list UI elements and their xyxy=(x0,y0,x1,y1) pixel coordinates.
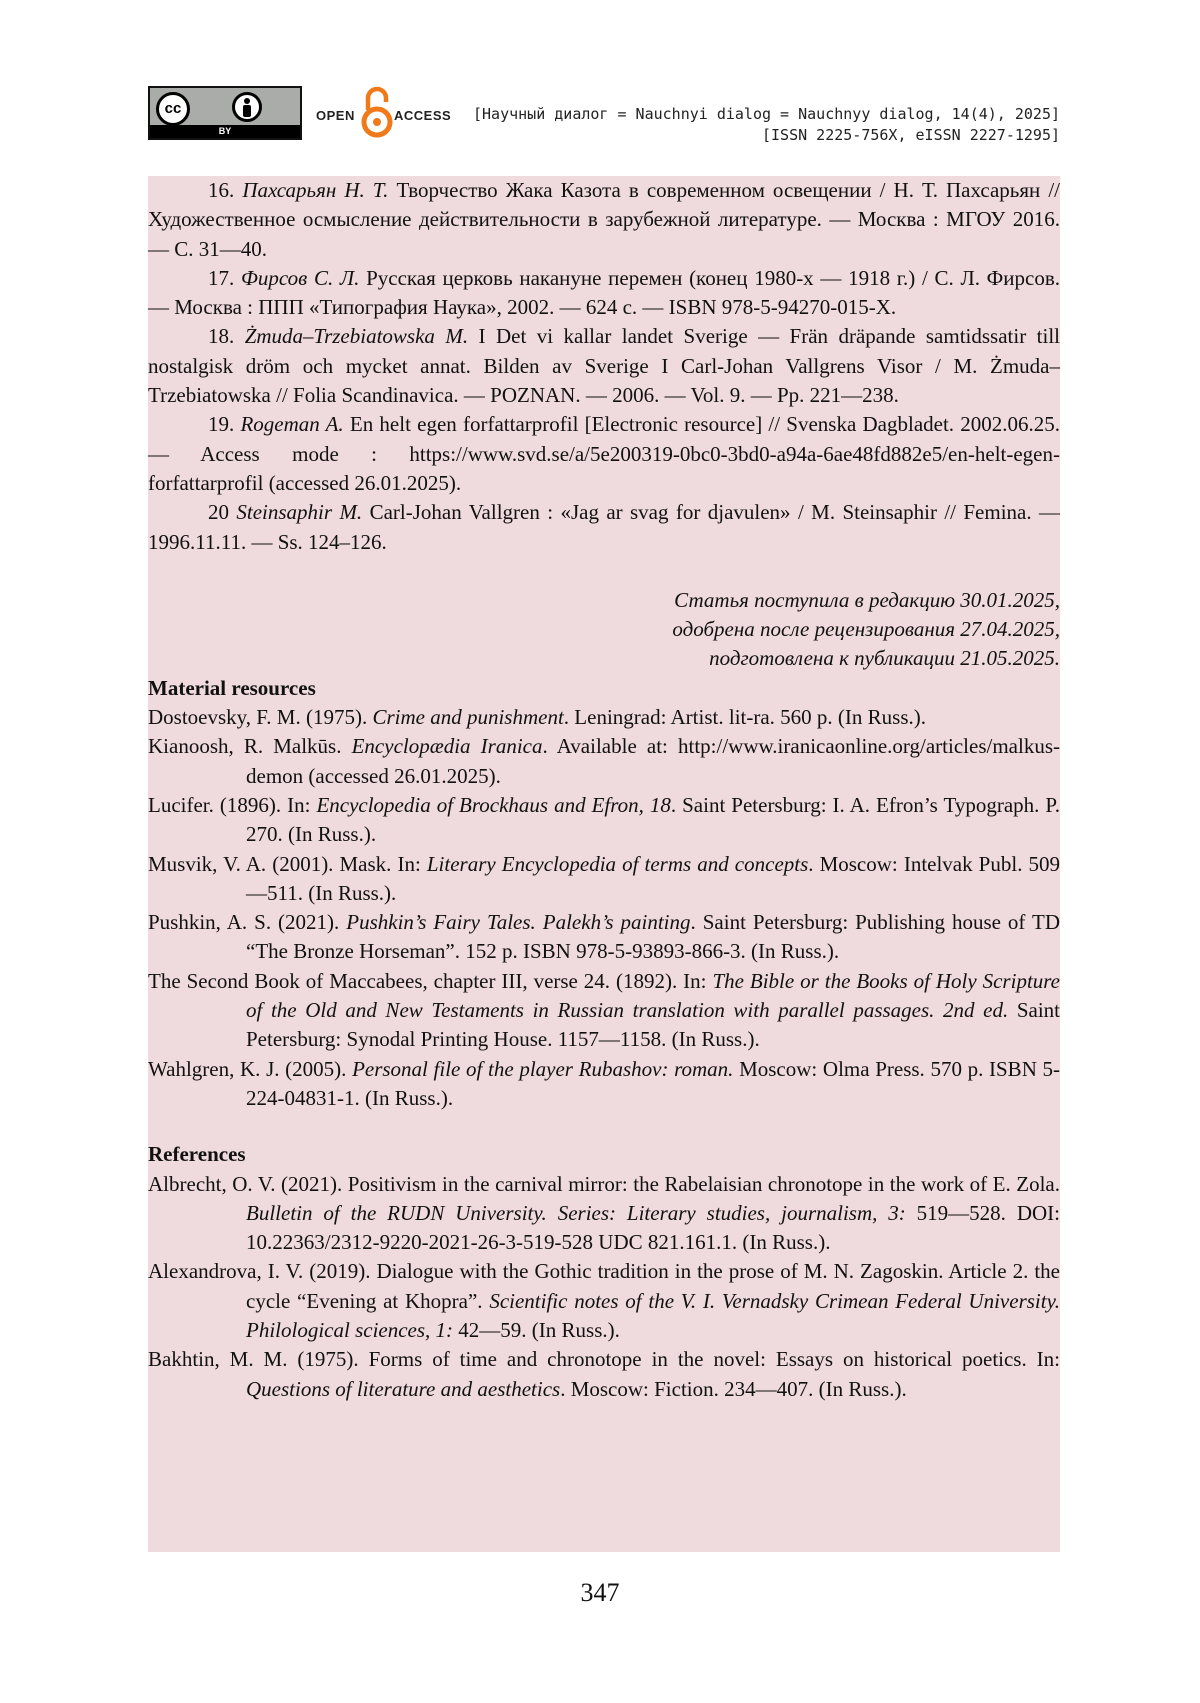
reference-item: 16. Пахсарьян Н. Т. Творчество Жака Казота в современном освещении / Н. Т. Пахсарьян // Художественное осмысление действительности в зарубежной литературе. — Москва : МГОУ 2016. — С. 31—40. xyxy=(148,176,1060,264)
material-item: Wahlgren, K. J. (2005). Personal file of the player Rubashov: roman. Moscow: Olma Press. 570 p. ISBN 5-224-04831-1. (In Russ.). xyxy=(148,1055,1060,1114)
access-label: ACCESS xyxy=(394,108,451,123)
license-by-label: BY xyxy=(150,125,300,138)
reference-en-item: Alexandrova, I. V. (2019). Dialogue with the Gothic tradition in the prose of M. N. Zagoskin. Article 2. the cycle “Evening at Khopra”. Scientific notes of the V. I. Vernadsky Crimean Federal University. Philological sciences, 1: 42—59. (In Russ.). xyxy=(148,1257,1060,1345)
page-number: 347 xyxy=(0,1578,1200,1608)
reference-item: 19. Rogeman A. En helt egen forfattarprofil [Electronic resource] // Svenska Dagbladet. 2002.06.25. — Access mode : https://www.svd.se/a/5e200319-0bc0-3bd0-a94a-6ae48fd882e5/en-helt-egen-forfattarprofil (accessed 26.01.2025). xyxy=(148,410,1060,498)
attribution-person-icon xyxy=(232,92,262,122)
received-date: Статья поступила в редакцию 30.01.2025, xyxy=(148,586,1060,615)
material-item: Pushkin, A. S. (2021). Pushkin’s Fairy Tales. Palekh’s painting. Saint Petersburg: Publishing house of TD “The Bronze Horseman”. 152 p. ISBN 978-5-93893-866-3. (In Russ.). xyxy=(148,908,1060,967)
journal-info xyxy=(473,104,1060,146)
material-item: Lucifer. (1896). In: Encyclopedia of Brockhaus and Efron, 18. Saint Petersburg: I. A. Efron’s Typograph. P. 270. (In Russ.). xyxy=(148,791,1060,850)
material-item: Dostoevsky, F. M. (1975). Crime and punishment. Leningrad: Artist. lit-ra. 560 p. (In Russ.). xyxy=(148,703,1060,732)
material-resources-title: Material resources xyxy=(148,674,1060,703)
journal-citation: [Научный диалог = Nauchnyi dialog = Nauchnyy dialog, 14(4), 2025] xyxy=(473,104,1060,125)
reference-item: 18. Żmuda–Trzebiatowska M. I Det vi kallar landet Sverige — Frän dräpande samtidssatir till nostalgisk dröm och mycket annat. Bilden av Sverige I Carl-Johan Vallgrens Visor / M. Żmuda–Trzebiatowska // Folia Scandinavica. — POZNAN. — 2006. — Vol. 9. — Pp. 221—238. xyxy=(148,322,1060,410)
reference-en-item: Bakhtin, M. M. (1975). Forms of time and chronotope in the novel: Essays on historical poetics. In: Questions of literature and aesthetics. Moscow: Fiction. 234—407. (In Russ.). xyxy=(148,1345,1060,1404)
references-block xyxy=(148,176,1060,1552)
page-header xyxy=(148,86,1060,146)
reference-en-item: Albrecht, O. V. (2021). Positivism in the carnival mirror: the Rabelaisian chronotope in the work of E. Zola. Bulletin of the RUDN University. Series: Literary studies, journalism, 3: 519—528. DOI: 10.22363/2312-9220-2021-26-3-519-528 UDC 821.161.1. (In Russ.). xyxy=(148,1170,1060,1258)
reference-item: 17. Фирсов С. Л. Русская церковь накануне перемен (конец 1980-х — 1918 г.) / С. Л. Фирсов. — Москва : ППП «Типография Наука», 2002. — 624 с. — ISBN 978-5-94270-015-X. xyxy=(148,264,1060,323)
approved-date: одобрена после рецензирования 27.04.2025, xyxy=(148,615,1060,644)
cc-by-license-icon xyxy=(148,86,302,140)
prepared-date: подготовлена к публикации 21.05.2025. xyxy=(148,644,1060,673)
open-lock-icon xyxy=(360,86,394,140)
material-item: The Second Book of Maccabees, chapter III, verse 24. (1892). In: The Bible or the Books of Holy Scripture of the Old and New Testaments in Russian translation with parallel passages. 2nd ed. Saint Petersburg: Synodal Printing House. 1157—1158. (In Russ.). xyxy=(148,967,1060,1055)
journal-issn: [ISSN 2225-756X, eISSN 2227-1295] xyxy=(473,125,1060,146)
material-item: Kianoosh, R. Malkūs. Encyclopædia Iranica. Available at: http://www.iranicaonline.org/articles/malkus-demon (accessed 26.01.2025). xyxy=(148,732,1060,791)
open-label: OPEN xyxy=(316,108,355,123)
material-item: Musvik, V. A. (2001). Mask. In: Literary Encyclopedia of terms and concepts. Moscow: Intelvak Publ. 509—511. (In Russ.). xyxy=(148,850,1060,909)
references-title: References xyxy=(148,1140,1060,1169)
cc-icon: cc xyxy=(156,92,190,126)
reference-item: 20 Steinsaphir M. Carl-Johan Vallgren : «Jag ar svag for djavulen» / M. Steinsaphir // Femina. — 1996.11.11. — Ss. 124–126. xyxy=(148,498,1060,557)
